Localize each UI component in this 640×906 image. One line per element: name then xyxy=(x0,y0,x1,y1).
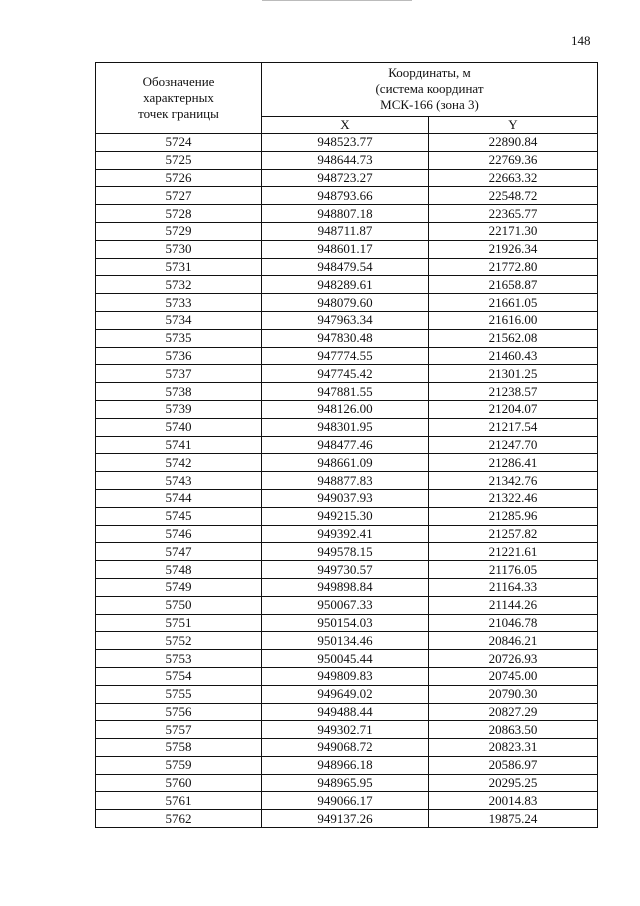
table-row xyxy=(96,632,598,650)
table-row xyxy=(96,561,598,579)
cell-point: 5757 xyxy=(96,721,262,739)
cell-point: 5749 xyxy=(96,578,262,596)
table-row xyxy=(96,169,598,187)
table-row xyxy=(96,472,598,490)
cell-point: 5725 xyxy=(96,151,262,169)
cell-x: 947881.55 xyxy=(262,383,429,401)
table-row xyxy=(96,134,598,152)
cell-y: 21204.07 xyxy=(429,400,598,418)
table-row xyxy=(96,329,598,347)
cell-y: 20745.00 xyxy=(429,667,598,685)
cell-x: 948477.46 xyxy=(262,436,429,454)
table-row xyxy=(96,151,598,169)
page-number: 148 xyxy=(571,33,591,48)
coordinates-table xyxy=(95,62,598,828)
cell-point: 5745 xyxy=(96,507,262,525)
cell-y: 21322.46 xyxy=(429,489,598,507)
table-row xyxy=(96,703,598,721)
table-row xyxy=(96,650,598,668)
cell-x: 948966.18 xyxy=(262,756,429,774)
table-row xyxy=(96,240,598,258)
cell-x: 949137.26 xyxy=(262,810,429,828)
table-row xyxy=(96,294,598,312)
cell-x: 948523.77 xyxy=(262,134,429,152)
cell-point: 5759 xyxy=(96,756,262,774)
cell-x: 948301.95 xyxy=(262,418,429,436)
cell-y: 20014.83 xyxy=(429,792,598,810)
cell-x: 948661.09 xyxy=(262,454,429,472)
cell-y: 20586.97 xyxy=(429,756,598,774)
table-row xyxy=(96,792,598,810)
cell-x: 949037.93 xyxy=(262,489,429,507)
cell-x: 949392.41 xyxy=(262,525,429,543)
cell-y: 21616.00 xyxy=(429,311,598,329)
cell-point: 5761 xyxy=(96,792,262,810)
cell-x: 950045.44 xyxy=(262,650,429,668)
cell-y: 21772.80 xyxy=(429,258,598,276)
cell-point: 5750 xyxy=(96,596,262,614)
table-row xyxy=(96,276,598,294)
cell-y: 21164.33 xyxy=(429,578,598,596)
cell-x: 948079.60 xyxy=(262,294,429,312)
table-row xyxy=(96,365,598,383)
cell-point: 5751 xyxy=(96,614,262,632)
table-row xyxy=(96,756,598,774)
cell-y: 21176.05 xyxy=(429,561,598,579)
cell-y: 19875.24 xyxy=(429,810,598,828)
table-row xyxy=(96,383,598,401)
cell-point: 5735 xyxy=(96,329,262,347)
cell-y: 21658.87 xyxy=(429,276,598,294)
table-row xyxy=(96,614,598,632)
table-row xyxy=(96,258,598,276)
table-row xyxy=(96,739,598,757)
cell-y: 20863.50 xyxy=(429,721,598,739)
cell-point: 5742 xyxy=(96,454,262,472)
table-row xyxy=(96,810,598,828)
table-row xyxy=(96,685,598,703)
table-row xyxy=(96,205,598,223)
header-y: Y xyxy=(429,116,598,133)
cell-x: 948479.54 xyxy=(262,258,429,276)
cell-y: 20726.93 xyxy=(429,650,598,668)
cell-x: 950134.46 xyxy=(262,632,429,650)
cell-y: 21221.61 xyxy=(429,543,598,561)
cell-x: 949649.02 xyxy=(262,685,429,703)
cell-x: 948877.83 xyxy=(262,472,429,490)
table-row xyxy=(96,311,598,329)
cell-point: 5747 xyxy=(96,543,262,561)
cell-x: 949730.57 xyxy=(262,561,429,579)
cell-x: 947830.48 xyxy=(262,329,429,347)
table-row xyxy=(96,667,598,685)
cell-point: 5752 xyxy=(96,632,262,650)
cell-x: 949068.72 xyxy=(262,739,429,757)
table-row xyxy=(96,578,598,596)
cell-point: 5739 xyxy=(96,400,262,418)
cell-point: 5740 xyxy=(96,418,262,436)
cell-point: 5760 xyxy=(96,774,262,792)
cell-point: 5755 xyxy=(96,685,262,703)
table-row xyxy=(96,436,598,454)
cell-x: 948126.00 xyxy=(262,400,429,418)
cell-point: 5729 xyxy=(96,222,262,240)
table-row xyxy=(96,454,598,472)
cell-x: 950067.33 xyxy=(262,596,429,614)
cell-y: 21238.57 xyxy=(429,383,598,401)
cell-point: 5748 xyxy=(96,561,262,579)
cell-y: 21460.43 xyxy=(429,347,598,365)
cell-y: 20790.30 xyxy=(429,685,598,703)
cell-point: 5762 xyxy=(96,810,262,828)
cell-point: 5737 xyxy=(96,365,262,383)
table-row xyxy=(96,187,598,205)
table-row xyxy=(96,543,598,561)
table-row xyxy=(96,222,598,240)
header-coordinates: Координаты, м (система координат МСК-166 (зона 3) xyxy=(262,63,598,117)
header-x: X xyxy=(262,116,429,133)
cell-x: 948289.61 xyxy=(262,276,429,294)
cell-y: 21046.78 xyxy=(429,614,598,632)
table-row xyxy=(96,400,598,418)
cell-x: 947745.42 xyxy=(262,365,429,383)
cell-x: 948644.73 xyxy=(262,151,429,169)
table-row xyxy=(96,489,598,507)
cell-point: 5741 xyxy=(96,436,262,454)
cell-y: 22365.77 xyxy=(429,205,598,223)
cell-x: 949215.30 xyxy=(262,507,429,525)
cell-x: 949488.44 xyxy=(262,703,429,721)
cell-point: 5736 xyxy=(96,347,262,365)
table-body xyxy=(96,134,598,828)
cell-x: 949578.15 xyxy=(262,543,429,561)
table-row xyxy=(96,721,598,739)
table-row xyxy=(96,347,598,365)
cell-y: 21342.76 xyxy=(429,472,598,490)
cell-point: 5727 xyxy=(96,187,262,205)
cell-y: 21144.26 xyxy=(429,596,598,614)
cell-x: 950154.03 xyxy=(262,614,429,632)
cell-y: 22769.36 xyxy=(429,151,598,169)
cell-y: 22171.30 xyxy=(429,222,598,240)
table-row xyxy=(96,596,598,614)
cell-y: 21562.08 xyxy=(429,329,598,347)
cell-y: 20823.31 xyxy=(429,739,598,757)
cell-point: 5738 xyxy=(96,383,262,401)
cell-x: 948601.17 xyxy=(262,240,429,258)
cell-y: 20827.29 xyxy=(429,703,598,721)
cell-y: 22890.84 xyxy=(429,134,598,152)
cell-y: 20295.25 xyxy=(429,774,598,792)
table-header-row xyxy=(96,63,598,117)
cell-y: 20846.21 xyxy=(429,632,598,650)
cell-x: 948965.95 xyxy=(262,774,429,792)
cell-y: 21301.25 xyxy=(429,365,598,383)
cell-point: 5744 xyxy=(96,489,262,507)
cell-x: 947774.55 xyxy=(262,347,429,365)
cell-point: 5726 xyxy=(96,169,262,187)
cell-x: 949809.83 xyxy=(262,667,429,685)
cell-point: 5746 xyxy=(96,525,262,543)
cell-point: 5758 xyxy=(96,739,262,757)
cell-point: 5732 xyxy=(96,276,262,294)
cell-x: 948807.18 xyxy=(262,205,429,223)
cell-x: 947963.34 xyxy=(262,311,429,329)
header-point-designation: Обозначение характерных точек границы xyxy=(96,63,262,134)
cell-y: 22548.72 xyxy=(429,187,598,205)
cell-point: 5743 xyxy=(96,472,262,490)
cell-point: 5734 xyxy=(96,311,262,329)
cell-point: 5753 xyxy=(96,650,262,668)
cell-point: 5724 xyxy=(96,134,262,152)
cell-y: 21257.82 xyxy=(429,525,598,543)
cell-x: 949066.17 xyxy=(262,792,429,810)
cell-point: 5731 xyxy=(96,258,262,276)
table-row xyxy=(96,418,598,436)
cell-y: 21217.54 xyxy=(429,418,598,436)
cell-y: 21661.05 xyxy=(429,294,598,312)
table-row xyxy=(96,507,598,525)
cell-y: 21286.41 xyxy=(429,454,598,472)
cell-point: 5756 xyxy=(96,703,262,721)
cell-x: 949898.84 xyxy=(262,578,429,596)
table-row xyxy=(96,525,598,543)
table-row xyxy=(96,774,598,792)
cell-y: 21285.96 xyxy=(429,507,598,525)
cell-y: 21247.70 xyxy=(429,436,598,454)
cell-point: 5733 xyxy=(96,294,262,312)
cell-point: 5728 xyxy=(96,205,262,223)
cell-x: 948711.87 xyxy=(262,222,429,240)
cell-point: 5754 xyxy=(96,667,262,685)
cell-x: 948793.66 xyxy=(262,187,429,205)
cell-y: 22663.32 xyxy=(429,169,598,187)
cell-x: 949302.71 xyxy=(262,721,429,739)
cell-y: 21926.34 xyxy=(429,240,598,258)
cell-x: 948723.27 xyxy=(262,169,429,187)
top-edge-mark xyxy=(262,0,412,3)
cell-point: 5730 xyxy=(96,240,262,258)
